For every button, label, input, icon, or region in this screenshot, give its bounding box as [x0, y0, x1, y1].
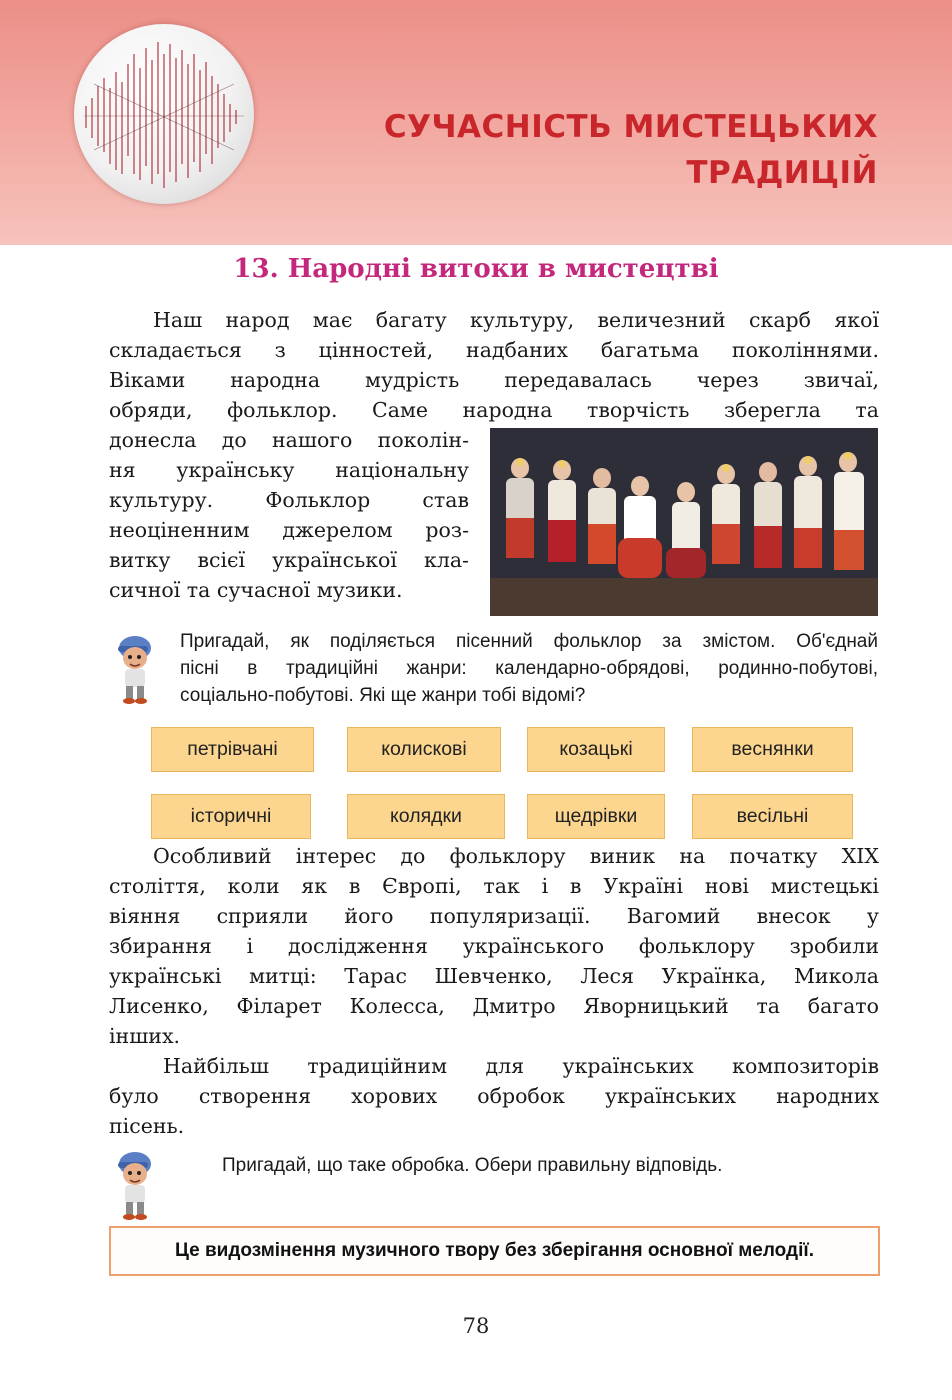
- chapter-title: [384, 104, 878, 196]
- answer-option[interactable]: Це видозмінення музичного твору без зберігання основної мелодії.: [109, 1226, 880, 1276]
- text-line: було створення хорових обробок українських народних: [109, 1084, 879, 1108]
- lesson-title: 13. Народні витоки в мистецтві: [233, 254, 719, 284]
- chapter-header: [0, 0, 952, 245]
- task-line: соціально-побутові. Які ще жанри тобі відомі?: [180, 685, 586, 706]
- text-line: Лисенко, Філарет Колесса, Дмитро Яворницький та багато: [109, 994, 879, 1018]
- text-line: Особливий інтерес до фольклору виник на початку XIX: [153, 844, 879, 868]
- text-line: ня українську національну: [109, 458, 469, 482]
- text-line: Віками народна мудрість передавалась через звичаї,: [109, 368, 879, 392]
- genre-card[interactable]: історичні: [151, 794, 311, 839]
- choral-arrangements-paragraph: [109, 1051, 879, 1141]
- folklore-history-paragraph: [109, 841, 879, 1051]
- folk-ensemble-photo: [490, 428, 878, 616]
- task-line: Пригадай, як поділяється пісенний фольклор за змістом. Об'єднай: [180, 631, 878, 652]
- genre-card[interactable]: козацькі: [527, 727, 665, 772]
- genre-card[interactable]: колядки: [347, 794, 505, 839]
- intro-paragraph: [109, 305, 879, 425]
- text-line: українські митці: Тарас Шевченко, Леся Українка, Микола: [109, 964, 879, 988]
- genre-card[interactable]: веснянки: [692, 727, 853, 772]
- task-folklore-genres: [180, 628, 878, 709]
- text-line: Наш народ має багату культуру, величезний скарб якої: [153, 308, 879, 332]
- genre-card[interactable]: колискові: [347, 727, 501, 772]
- text-line: неоціненним джерелом роз-: [109, 518, 469, 542]
- task-arrangement-question: Пригадай, що таке обробка. Обери правильну відповідь.: [222, 1155, 723, 1176]
- boy-mascot-icon: [108, 630, 162, 704]
- text-line: століття, коли як в Європі, так і в Україні нові мистецькі: [109, 874, 879, 898]
- bandura-strings-icon: [74, 24, 254, 204]
- text-line: витку всієї української кла-: [109, 548, 469, 572]
- text-line: пісень.: [109, 1114, 185, 1138]
- text-line: інших.: [109, 1024, 181, 1048]
- page-number: 78: [462, 1314, 490, 1338]
- text-line: збирання і дослідження українського фольклору зробили: [109, 934, 879, 958]
- text-line: складається з цінностей, надбаних багатьма поколіннями.: [109, 338, 879, 362]
- bandura-strings-emblem: [74, 24, 254, 204]
- folk-choir-illustration: [490, 428, 878, 616]
- genre-card[interactable]: петрівчані: [151, 727, 314, 772]
- chapter-title-line: СУЧАСНІСТЬ МИСТЕЦЬКИХ: [383, 109, 878, 145]
- task-line: пісні в традиційні жанри: календарно-обрядові, родинно-побутові,: [180, 658, 878, 679]
- text-line: обряди, фольклор. Саме народна творчість зберегла та: [109, 398, 879, 422]
- text-line: культуру. Фольклор став: [109, 488, 469, 512]
- intro-side-paragraph: [109, 425, 469, 605]
- genre-card[interactable]: весільні: [692, 794, 853, 839]
- boy-mascot-icon: [108, 1146, 162, 1220]
- chapter-title-line: ТРАДИЦІЙ: [686, 155, 878, 191]
- genre-card[interactable]: щедрівки: [527, 794, 665, 839]
- text-line: віяння сприяли його популяризації. Вагомий внесок у: [109, 904, 879, 928]
- text-line: Найбільш традиційним для українських композиторів: [163, 1054, 879, 1078]
- text-line: сичної та сучасної музики.: [109, 578, 403, 602]
- text-line: донесла до нашого поколін-: [109, 428, 469, 452]
